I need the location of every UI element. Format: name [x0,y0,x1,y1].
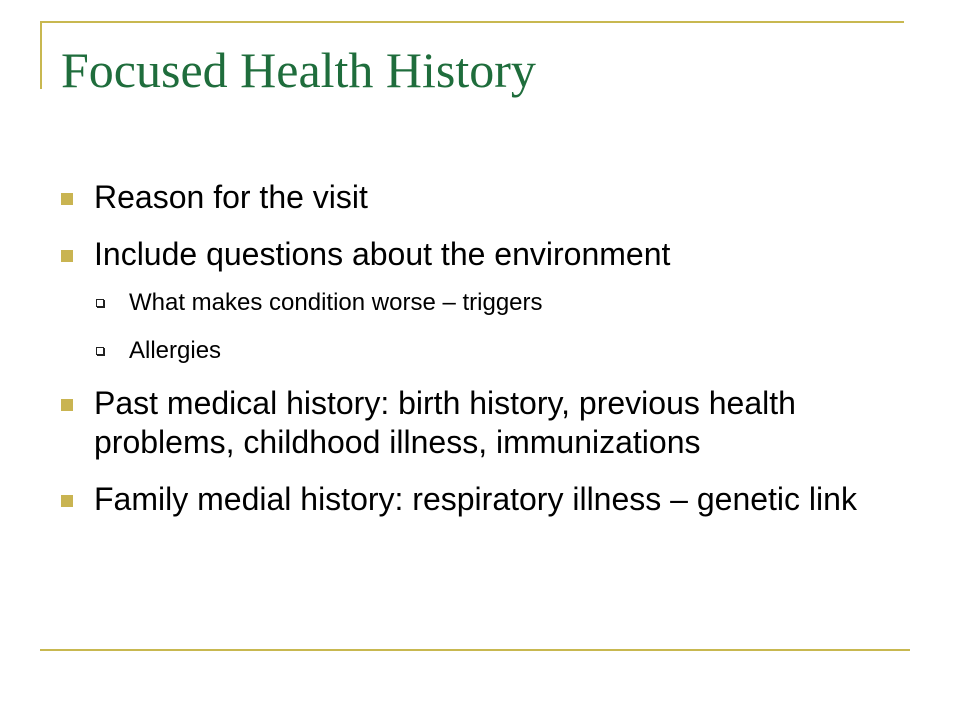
slide-title: Focused Health History [61,42,536,98]
bullet-text: Reason for the visit [94,179,368,215]
sub-bullet-item [94,336,881,366]
bullet-item [61,178,881,217]
bullet-list [61,178,881,537]
hollow-square-bullet-icon [96,299,104,307]
bullet-item [61,480,881,519]
bottom-rule [40,649,910,651]
left-rule [40,21,42,89]
filled-square-bullet-icon [61,399,73,411]
sub-bullet-list [94,288,881,366]
sub-bullet-text: What makes condition worse – triggers [129,289,543,316]
bullet-text: Include questions about the environment [94,236,671,272]
sub-bullet-text: Allergies [129,337,222,364]
bullet-text: Past medical history: birth history, previous health problems, childhood illness, immunizations [94,385,796,460]
filled-square-bullet-icon [61,250,73,262]
sub-bullet-item [94,288,881,318]
hollow-square-bullet-icon [96,347,104,355]
bullet-text: Family medial history: respiratory illness – genetic link [94,481,857,517]
bullet-item [61,384,881,462]
filled-square-bullet-icon [61,193,73,205]
filled-square-bullet-icon [61,495,73,507]
top-rule [40,21,904,23]
bullet-item [61,235,881,366]
